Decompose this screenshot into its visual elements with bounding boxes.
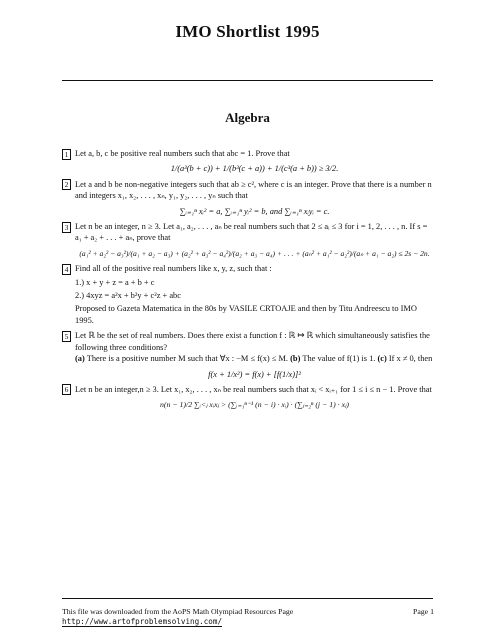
- title-divider: [62, 80, 433, 81]
- footer-source: This file was downloaded from the AoPS Math Olympiad Resources Page: [62, 607, 294, 616]
- problem-number: 2: [62, 179, 71, 190]
- problem-formula: n(n − 1)/2 ∑ᵢ<ⱼ xᵢxⱼ > (∑ᵢ₌₁ⁿ⁻¹ (n − i) · xᵢ) · (∑ⱼ₌₂ⁿ (j − 1) · xⱼ): [159, 400, 349, 410]
- problem-note: Proposed to Gazeta Matematica in the 80s by VASILE CRTOAJE and then by Titu Andreescu to IMO 1995.: [75, 304, 417, 325]
- page-title: IMO Shortlist 1995: [175, 22, 320, 41]
- page-number: Page 1: [412, 607, 434, 616]
- problem-statement: Let a, b, c be positive real numbers such that abc = 1. Prove that: [75, 149, 290, 158]
- problem-list: [62, 148, 434, 415]
- problem-statement: Let ℝ be the set of real numbers. Does there exist a function f : ℝ ↦ ℝ which simultaneously satisfies the following three conditions?: [75, 331, 430, 352]
- problem-4: [62, 263, 434, 326]
- problem-number: 5: [62, 331, 71, 342]
- part-a-label: (a): [75, 354, 85, 364]
- problem-6: [62, 384, 434, 411]
- part-c-label: (c): [377, 354, 387, 364]
- condition-item: 1.) x + y + z = a + b + c: [75, 277, 155, 287]
- problem-statement: Let n be an integer,n ≥ 3. Let x₁, x₂, . . . , xₙ be real numbers such that xᵢ < xᵢ₊₁ for 1 ≤ i ≤ n − 1. Prove that: [75, 384, 432, 394]
- problem-statement: Let n be an integer, n ≥ 3. Let a₁, a₂, . . . , aₙ be real numbers such that 2 ≤ aᵢ ≤ 3 for i = 1, 2, . . . , n. If s = a₁ + a₂ + . . . + aₙ, prove that: [75, 222, 428, 243]
- problem-conditions: [75, 353, 434, 364]
- problem-statement: Let a and b be non-negative integers such that ab ≥ c², where c is an integer. Prove that there is a number n and integers x₁, x₂, . . . , xₙ, y₁, y₂, . . . , yₙ such that: [75, 179, 432, 201]
- footer-link[interactable]: http://www.artofproblemsolving.com/: [62, 617, 223, 626]
- problem-formula: (a₁² + a₂² − a₃²)/(a₁ + a₂ − a₃) + (a₂² + a₃² − a₄²)/(a₂ + a₃ − a₄) + . . . + (aₙ² + a₁² − a₂²)/(aₙ + a₁ − a₂) ≤ 2s − 2n.: [79, 248, 430, 258]
- footer-divider: [62, 598, 433, 599]
- problem-formula: ∑ᵢ₌₁ⁿ xᵢ² = a, ∑ᵢ₌₁ⁿ yᵢ² = b, and ∑ᵢ₌₁ⁿ xᵢyᵢ = c.: [179, 206, 330, 216]
- problem-1: [62, 148, 434, 175]
- problem-number: 6: [62, 384, 71, 395]
- problem-5: [62, 330, 434, 380]
- problem-number: 4: [62, 264, 71, 275]
- part-b-text: The value of f(1) is 1.: [302, 354, 376, 364]
- problem-3: [62, 221, 434, 259]
- problem-number: 3: [62, 222, 71, 233]
- part-b-label: (b): [290, 354, 301, 364]
- problem-2: [62, 179, 434, 217]
- condition-item: 2.) 4xyz = a²x + b²y + c²z + abc: [75, 291, 181, 301]
- section-heading: Algebra: [225, 110, 270, 125]
- part-a-text: There is a positive number M such that ∀x : −M ≤ f(x) ≤ M.: [86, 354, 289, 364]
- problem-statement: Find all of the positive real numbers like x, y, z, such that :: [75, 264, 272, 274]
- problem-formula: 1/(a³(b + c)) + 1/(b³(c + a)) + 1/(c³(a + b)) ≥ 3/2.: [170, 164, 339, 174]
- part-c-text: If x ≠ 0, then: [388, 354, 433, 364]
- problem-formula: f(x + 1/x²) = f(x) + [f(1/x)]²: [208, 369, 301, 379]
- problem-number: 1: [62, 149, 71, 160]
